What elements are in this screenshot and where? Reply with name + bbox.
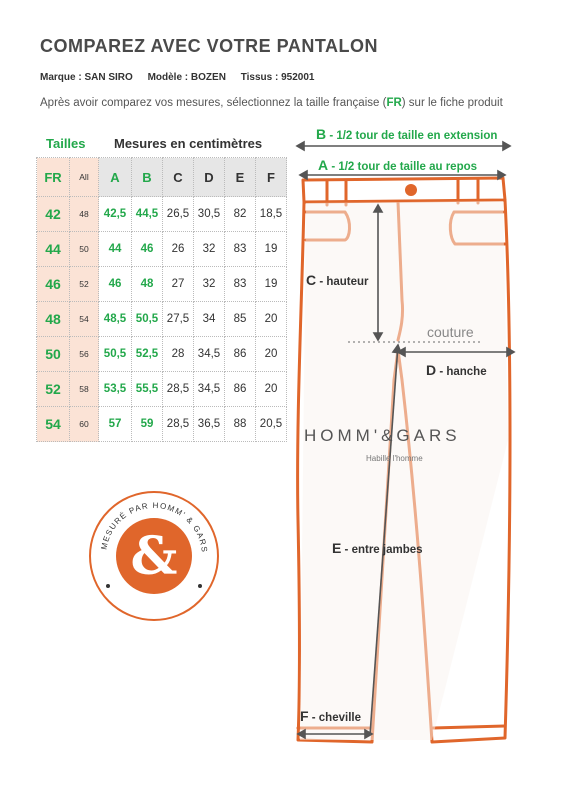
table-cell: 44,5 [132, 197, 163, 232]
table-cell: 46 [37, 267, 70, 302]
table-cell: 28,5 [163, 372, 194, 407]
table-cell: 44 [37, 232, 70, 267]
table-cell: 52,5 [132, 337, 163, 372]
table-cell: 88 [225, 407, 256, 442]
brand-tagline: Habille l'homme [366, 454, 423, 463]
table-cell: 50,5 [132, 302, 163, 337]
table-cell: 82 [225, 197, 256, 232]
table-cell: 83 [225, 232, 256, 267]
table-cell: 52 [37, 372, 70, 407]
table-cell: 54 [70, 302, 99, 337]
column-header-a: A [99, 158, 132, 197]
table-cell: 42 [37, 197, 70, 232]
table-cell: 55,5 [132, 372, 163, 407]
label-a: A - 1/2 tour de taille au repos [318, 157, 478, 173]
intro-text: Après avoir comparez vos mesures, sélectionnez la taille française (FR) sur le fiche produit [40, 97, 503, 109]
table-cell: 20 [256, 302, 287, 337]
label-f: F - cheville [300, 708, 361, 724]
table-cell: 48,5 [99, 302, 132, 337]
table-cell: 50 [70, 232, 99, 267]
table-cell: 48 [37, 302, 70, 337]
sizes-header: Tailles [46, 136, 86, 151]
table-cell: 36,5 [194, 407, 225, 442]
brand-logo: HOMM'&GARS [304, 426, 461, 445]
table-cell: 54 [37, 407, 70, 442]
table-cell: 26 [163, 232, 194, 267]
column-header-d: D [194, 158, 225, 197]
column-header-f: F [256, 158, 287, 197]
table-cell: 42,5 [99, 197, 132, 232]
table-cell: 86 [225, 337, 256, 372]
table-cell: 53,5 [99, 372, 132, 407]
table-cell: 46 [99, 267, 132, 302]
table-cell: 27 [163, 267, 194, 302]
table-cell: 60 [70, 407, 99, 442]
couture-label: couture [427, 324, 474, 340]
waist-button [405, 184, 417, 196]
table-cell: 85 [225, 302, 256, 337]
table-cell: 34 [194, 302, 225, 337]
table-cell: 32 [194, 267, 225, 302]
table-cell: 28,5 [163, 407, 194, 442]
table-cell: 34,5 [194, 372, 225, 407]
table-cell: 52 [70, 267, 99, 302]
table-cell: 32 [194, 232, 225, 267]
table-cell: 57 [99, 407, 132, 442]
table-cell: 26,5 [163, 197, 194, 232]
table-cell: 34,5 [194, 337, 225, 372]
table-cell: 20 [256, 372, 287, 407]
table-cell: 56 [70, 337, 99, 372]
table-cell: 19 [256, 232, 287, 267]
ampersand-icon: & [130, 526, 178, 587]
label-b: B - 1/2 tour de taille en extension [316, 126, 498, 142]
table-cell: 48 [70, 197, 99, 232]
table-cell: 83 [225, 267, 256, 302]
table-cell: 27,5 [163, 302, 194, 337]
label-d: D - hanche [426, 362, 487, 378]
table-cell: 48 [132, 267, 163, 302]
table-cell: 30,5 [194, 197, 225, 232]
table-cell: 86 [225, 372, 256, 407]
column-header-c: C [163, 158, 194, 197]
table-cell: 58 [70, 372, 99, 407]
table-cell: 19 [256, 267, 287, 302]
table-cell: 20,5 [256, 407, 287, 442]
table-cell: 50,5 [99, 337, 132, 372]
badge-ring-text: MESURÉ PAR HOMM' & GARS [99, 500, 209, 554]
column-header-all: All [70, 158, 99, 197]
fabric-info: Tissus : 952001 [240, 72, 315, 83]
model-info: Modèle : BOZEN [147, 72, 226, 83]
label-e: E - entre jambes [332, 540, 423, 556]
column-header-b: B [132, 158, 163, 197]
measures-header: Mesures en centimètres [114, 136, 263, 151]
column-header-fr: FR [37, 158, 70, 197]
table-cell: 44 [99, 232, 132, 267]
right-hem [433, 726, 505, 728]
page-title: COMPAREZ AVEC VOTRE PANTALON [40, 36, 378, 56]
label-c: C - hauteur [306, 272, 369, 288]
table-cell: 50 [37, 337, 70, 372]
waistband [303, 178, 505, 202]
table-cell: 28 [163, 337, 194, 372]
column-header-e: E [225, 158, 256, 197]
table-cell: 20 [256, 337, 287, 372]
brand-info: Marque : SAN SIRO [40, 72, 133, 83]
table-cell: 18,5 [256, 197, 287, 232]
table-cell: 59 [132, 407, 163, 442]
table-cell: 46 [132, 232, 163, 267]
